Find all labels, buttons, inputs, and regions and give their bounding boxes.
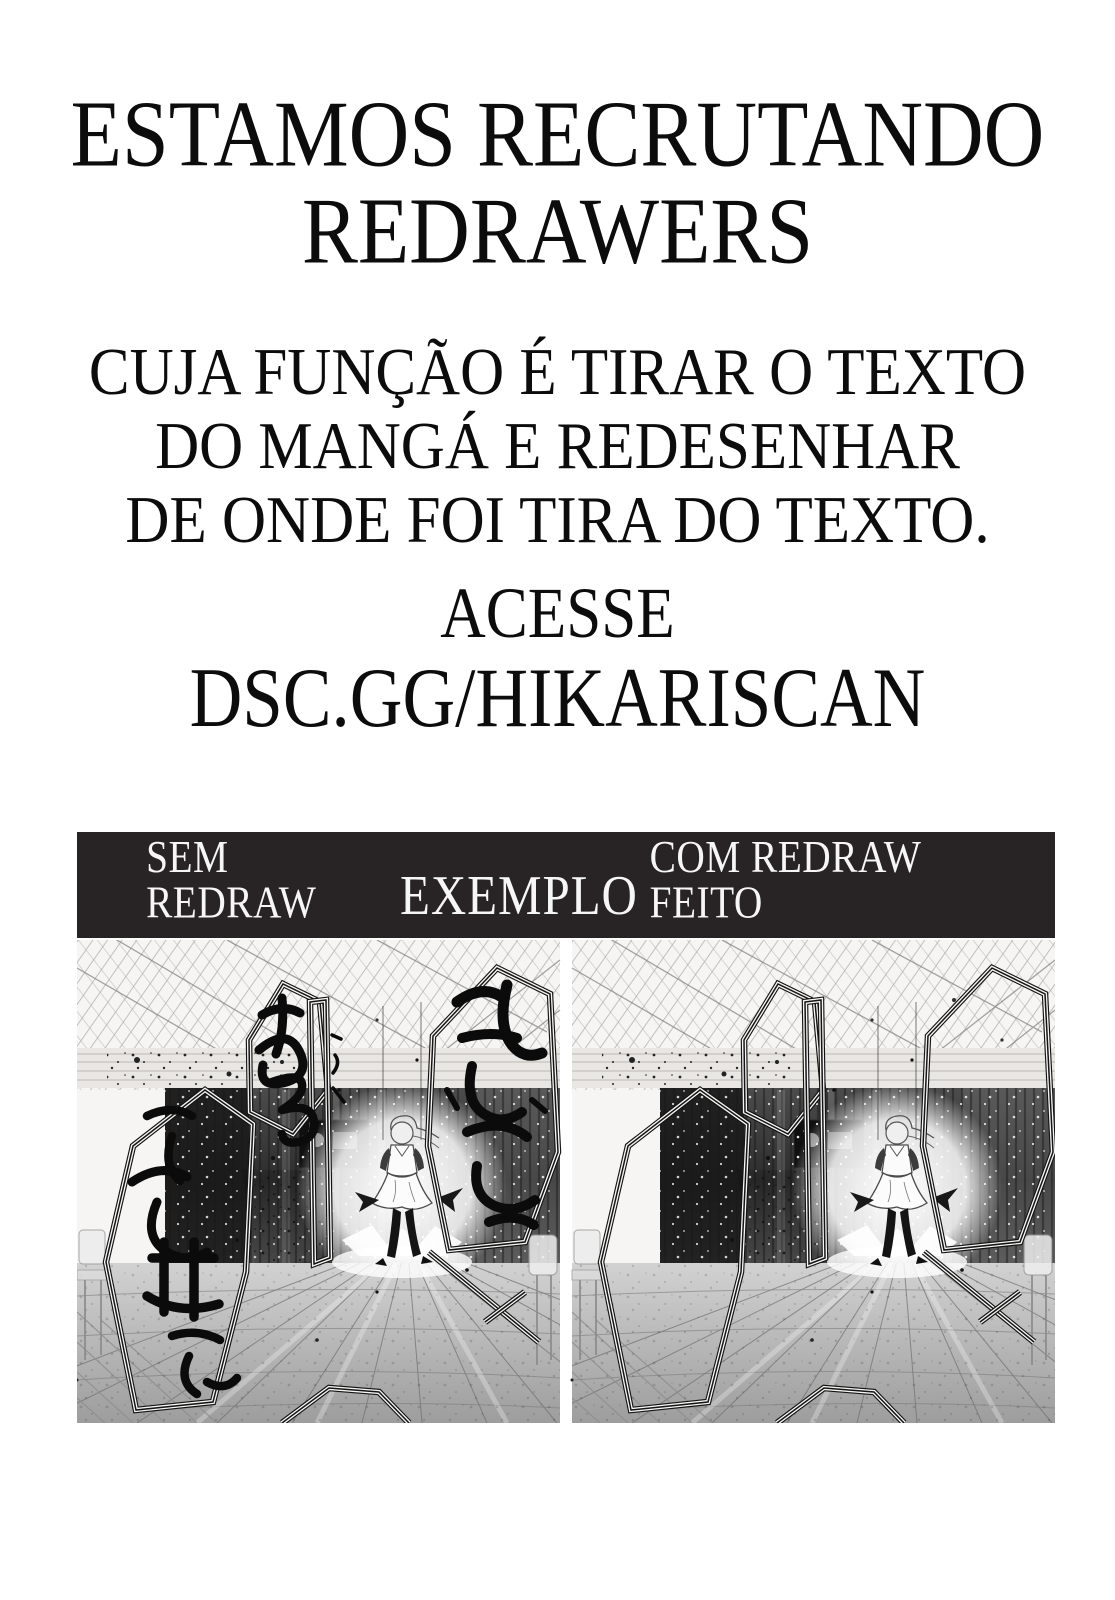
- description-line-2: DO MANGÁ E REDESENHAR: [155, 409, 960, 484]
- manga-example-image: [77, 940, 1055, 1423]
- label-exemplo: EXEMPLO: [399, 865, 638, 928]
- description-line-3: DE ONDE FOI TIRA DO TEXTO.: [125, 483, 990, 558]
- cta-label-text: ACESSE: [440, 573, 675, 653]
- example-panels: [77, 940, 1055, 1423]
- title-line-2: REDRAWERS: [301, 179, 814, 284]
- discord-link-text: DSC.GG/HIKARISCAN: [189, 650, 926, 746]
- description-line-1: CUJA FUNÇÃO É TIRAR O TEXTO: [88, 335, 1027, 410]
- cta-label: [0, 573, 1115, 653]
- example-header-bar: [77, 832, 1055, 938]
- discord-link: [0, 652, 1115, 744]
- description-text: [0, 336, 1115, 558]
- page-title: [0, 82, 1115, 284]
- label-sem-redraw: SEM REDRAW: [146, 831, 317, 928]
- title-line-1: ESTAMOS RECRUTANDO: [70, 82, 1045, 187]
- example-section: [77, 832, 1055, 1423]
- label-com-redraw-feito: COM REDRAW FEITO: [650, 831, 922, 928]
